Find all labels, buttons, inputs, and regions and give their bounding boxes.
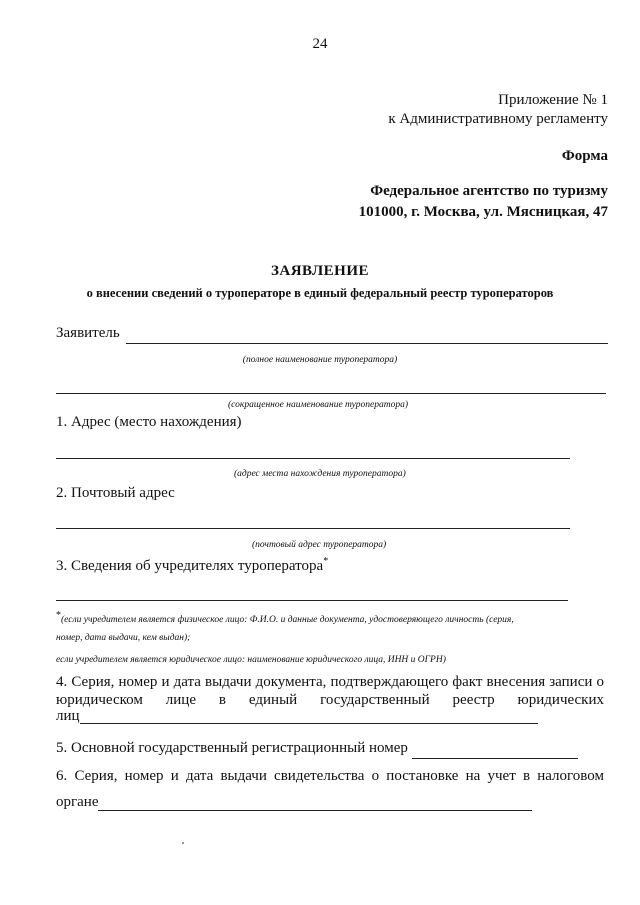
address-field[interactable]: [56, 458, 570, 459]
ogrn-field[interactable]: [412, 758, 578, 759]
footnote-line-1: *(если учредителем является физическое лицо: Ф.И.О. и данные документа, удостоверяющего личность (серия,: [56, 610, 514, 626]
item4-line-1: 4. Серия, номер и дата выдачи документа, подтверждающего факт внесения записи о: [56, 674, 604, 690]
item4-line-3: лиц: [56, 708, 80, 724]
item6-line-2: органе: [56, 794, 99, 810]
full-name-hint: (полное наименование туроператора): [242, 355, 398, 365]
applicant-full-name-field[interactable]: [126, 343, 608, 344]
address-hint: (адрес места нахождения туроператора): [234, 469, 406, 479]
agency-address: 101000, г. Москва, ул. Мясницкая, 47: [358, 204, 608, 220]
item6-line-1: 6. Серия, номер и дата выдачи свидетельства о постановке на учет в налоговом: [56, 768, 604, 784]
address-label: 1. Адрес (место нахождения): [56, 414, 242, 430]
appendix-subtitle: к Административному регламенту: [388, 111, 608, 127]
short-name-hint: (сокращенное наименование туроператора): [228, 400, 409, 410]
short-name-field[interactable]: [56, 393, 606, 394]
tax-certificate-field[interactable]: [98, 810, 532, 811]
applicant-label: Заявитель: [56, 325, 120, 341]
item4-field[interactable]: [80, 723, 538, 724]
appendix-title: Приложение № 1: [498, 92, 608, 108]
agency-name: Федеральное агентство по туризму: [370, 183, 608, 199]
page-number: 24: [312, 36, 328, 52]
footnote-mark: *: [56, 610, 61, 621]
item4-line-2: юридическом лице в единый государственный реестр юридических: [56, 692, 604, 708]
founders-footnote-mark: *: [323, 556, 329, 567]
footnote-line-3: если учредителем является юридическое лицо: наименование юридического лица, ИНН и ОГРН): [56, 655, 446, 665]
postal-address-label: 2. Почтовый адрес: [56, 485, 175, 501]
postal-address-field[interactable]: [56, 528, 570, 529]
ogrn-label: 5. Основной государственный регистрационный номер: [56, 740, 408, 756]
document-subtitle: о внесении сведений о туроператоре в единый федеральный реестр туроператоров: [86, 286, 554, 300]
form-label: Форма: [561, 148, 608, 164]
founders-field[interactable]: [56, 600, 568, 601]
scan-speck: [182, 842, 184, 844]
founders-label: 3. Сведения об учредителях туроператора*: [56, 556, 329, 574]
postal-address-hint: (почтовый адрес туроператора): [252, 540, 387, 550]
document-title: ЗАЯВЛЕНИЕ: [270, 263, 370, 279]
footnote-line-2: номер, дата выдачи, кем выдан);: [56, 633, 191, 643]
